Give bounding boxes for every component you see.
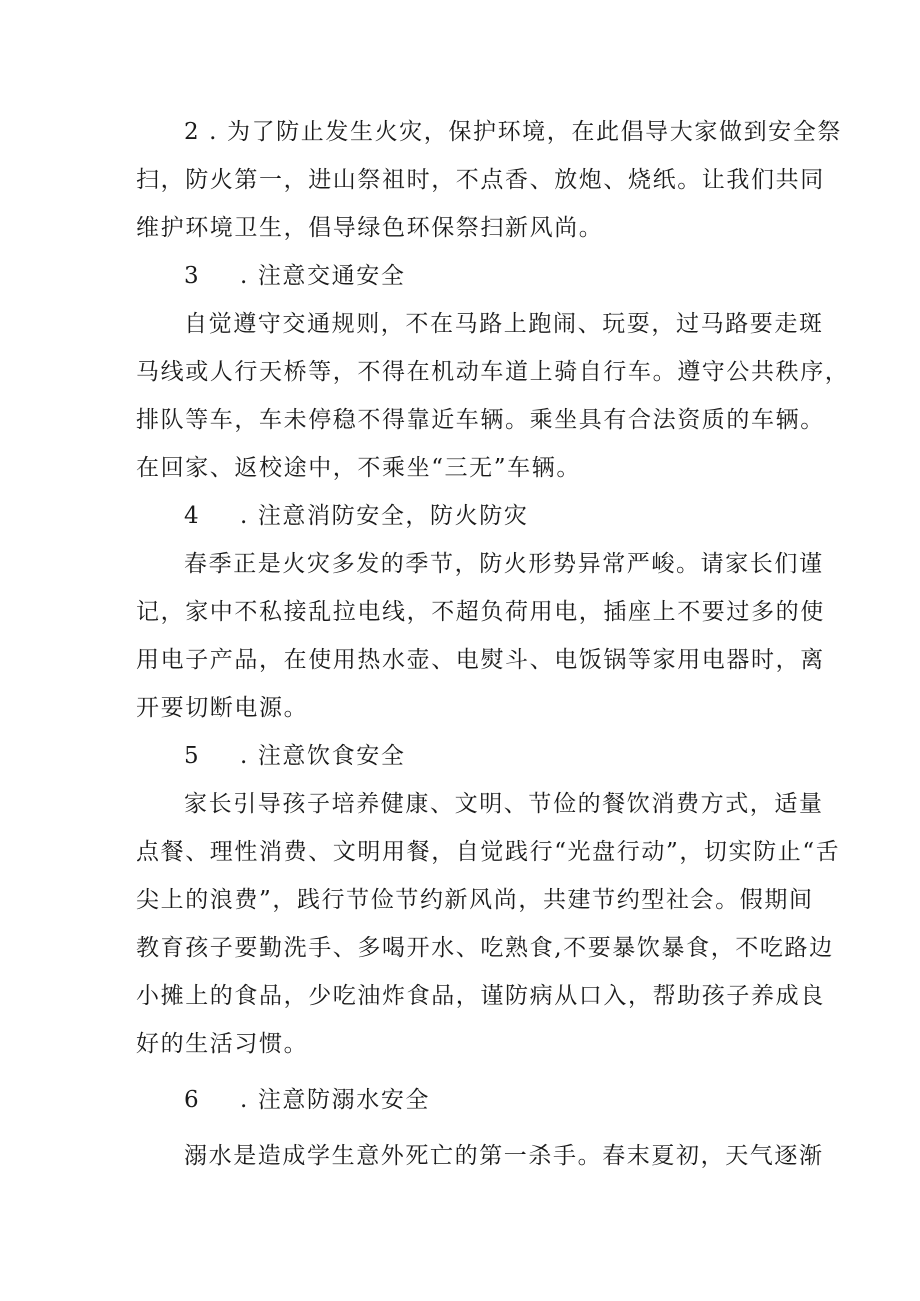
section-title: . 注意饮食安全 [240, 743, 406, 769]
text-line: 用电子产品，在使用热水壶、电熨斗、电饭锅等家用电器时，离 [136, 647, 825, 673]
section-heading-drowning [136, 1076, 796, 1124]
section-title: . 注意消防安全，防火防灾 [240, 503, 529, 529]
text-line: 2 . 为了防止发生火灾，保护环境，在此倡导大家做到安全祭 [184, 119, 842, 145]
section-number: 5 [184, 743, 201, 769]
text-line: 教育孩子要勤洗手、多喝开水、吃熟食,不要暴饮暴食，不吃路边 [136, 935, 834, 961]
section-number: 4 [184, 503, 201, 529]
text-line: 小摊上的食品，少吃油炸食品，谨防病从口入，帮助孩子养成良 [136, 983, 825, 1009]
paragraph-drowning-safety [136, 1132, 824, 1180]
text-line: 春季正是火灾多发的季节，防火形势异常严峻。请家长们谨 [184, 551, 824, 577]
text-line: 点餐、理性消费、文明用餐，自觉践行“光盘行动”，切实防止“舌 [136, 839, 841, 865]
section-heading-food [136, 732, 796, 780]
text-line: 好的生活习惯。 [136, 1031, 309, 1057]
text-line: 在回家、返校途中，不乘坐“三无”车辆。 [136, 455, 581, 481]
text-line: 开要切断电源。 [136, 695, 309, 721]
text-line: 排队等车，车未停稳不得靠近车辆。乘坐具有合法资质的车辆。 [136, 407, 825, 433]
section-heading-fire [136, 492, 796, 540]
text-line: 记，家中不私接乱拉电线，不超负荷用电，插座上不要过多的使 [136, 599, 825, 625]
text-line: 自觉遵守交通规则，不在马路上跑闹、玩耍，过马路要走斑 [184, 311, 824, 337]
section-number: 6 [184, 1087, 201, 1113]
paragraph-traffic-safety [136, 300, 850, 492]
section-title: . 注意防溺水安全 [240, 1087, 431, 1113]
text-line: 尖上的浪费”，践行节俭节约新风尚，共建节约型社会。假期间 [136, 887, 814, 913]
section-title: . 注意交通安全 [240, 263, 406, 289]
paragraph-food-safety [136, 780, 841, 1068]
paragraph-fire-prevention [136, 108, 842, 252]
text-line: 家长引导孩子培养健康、文明、节俭的餐饮消费方式，适量 [184, 791, 824, 817]
text-line: 马线或人行天桥等，不得在机动车道上骑自行车。遵守公共秩序， [136, 359, 850, 385]
section-number: 3 [184, 263, 201, 289]
text-line: 扫，防火第一，进山祭祖时，不点香、放炮、烧纸。让我们共同 [136, 167, 825, 193]
text-line: 维护环境卫生，倡导绿色环保祭扫新风尚。 [136, 215, 604, 241]
section-heading-traffic [136, 252, 796, 300]
text-line: 溺水是造成学生意外死亡的第一杀手。春末夏初，天气逐渐 [184, 1143, 824, 1169]
paragraph-fire-safety [136, 540, 825, 732]
document-page [136, 108, 850, 1180]
